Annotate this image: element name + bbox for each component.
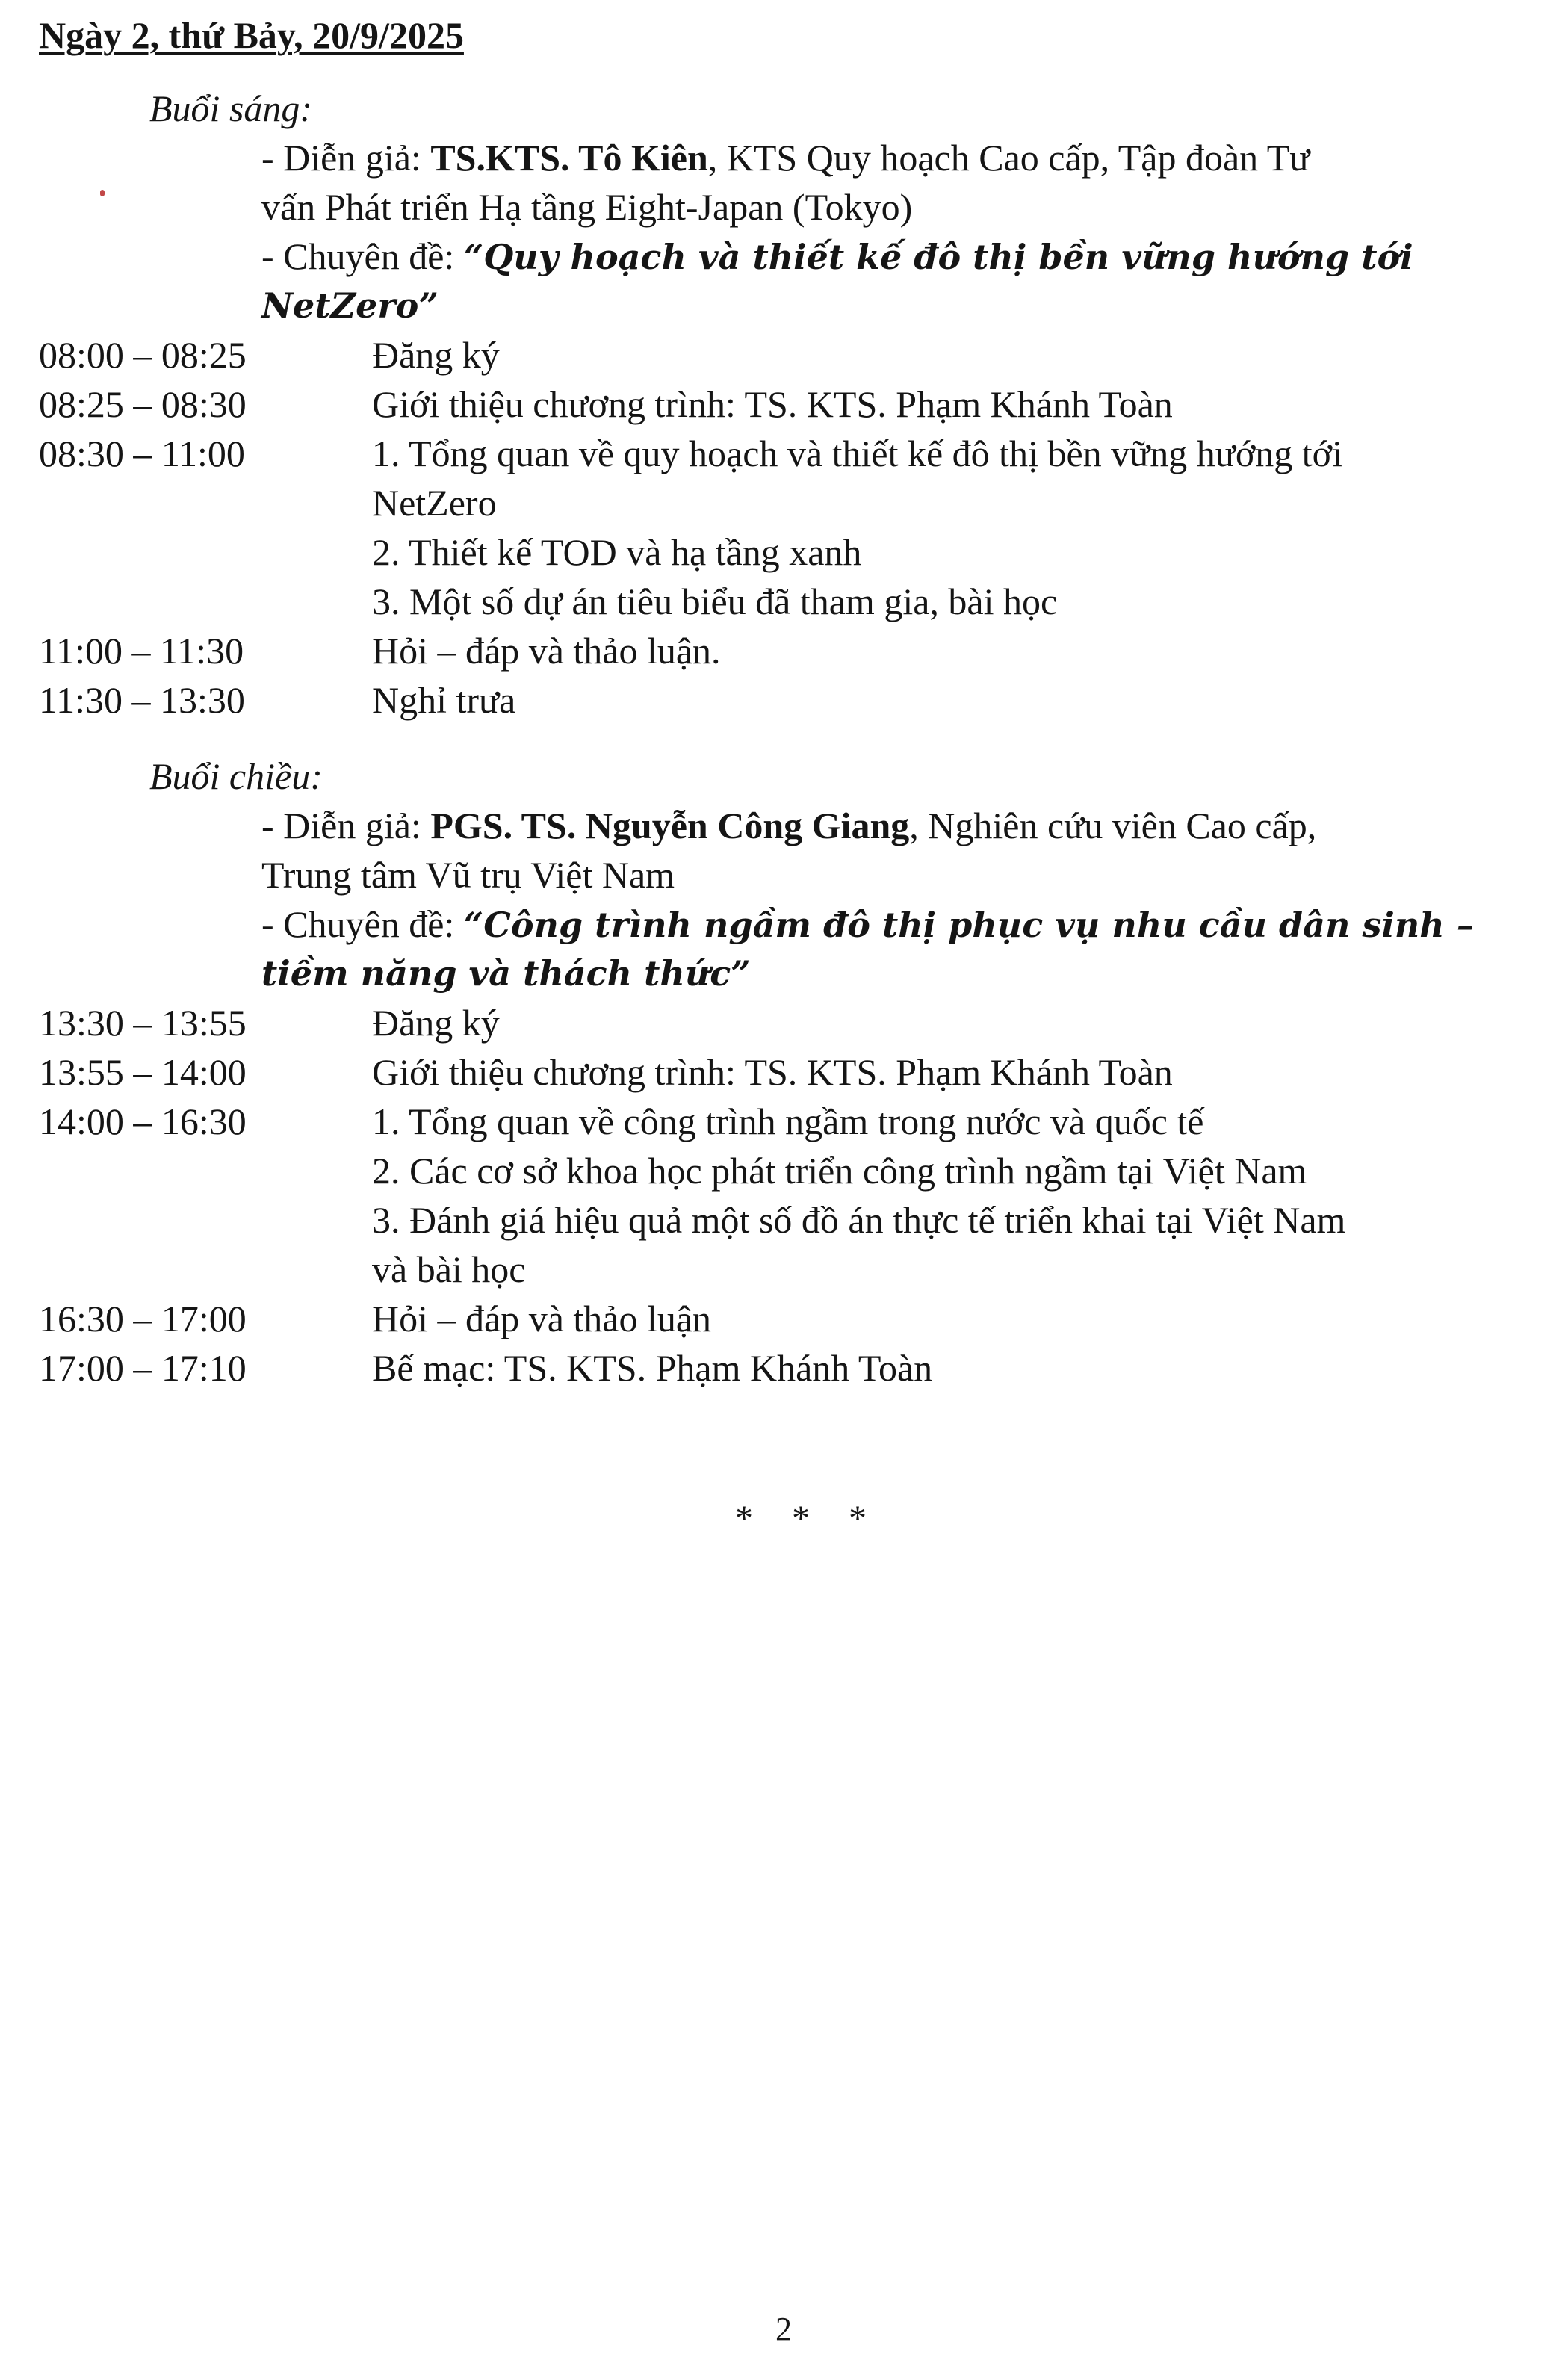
schedule-activity: Giới thiệu chương trình: TS. KTS. Phạm Khánh Toàn [372, 383, 1173, 425]
schedule-time: 08:30 – 11:00 [39, 433, 245, 474]
page-number: 2 [775, 2311, 792, 2347]
morning-topic-prefix: - Chuyên đề: [261, 235, 464, 277]
afternoon-topic-title: “Công trình ngầm đô thị phục vụ nhu cầu dân sinh – [463, 905, 1474, 945]
morning-speaker-prefix: - Diễn giả: [261, 137, 431, 179]
schedule-time: 08:00 – 08:25 [39, 334, 247, 376]
afternoon-speaker-name: PGS. TS. Nguyễn Công Giang [430, 805, 910, 846]
schedule-time: 13:30 – 13:55 [39, 1002, 247, 1044]
schedule-time: 14:00 – 16:30 [39, 1100, 247, 1142]
schedule-time: 11:30 – 13:30 [39, 679, 245, 721]
schedule-time: 08:25 – 08:30 [39, 383, 247, 425]
schedule-activity-cont: NetZero [372, 482, 497, 524]
morning-topic-title-cont: NetZero” [261, 285, 439, 326]
morning-speaker-desc: , KTS Quy hoạch Cao cấp, Tập đoàn Tư [707, 137, 1310, 179]
morning-speaker-line [261, 133, 1310, 182]
schedule-time: 11:00 – 11:30 [39, 630, 244, 672]
morning-speaker-name: TS.KTS. Tô Kiên [430, 137, 708, 179]
afternoon-topic-prefix: - Chuyên đề: [261, 903, 464, 945]
schedule-activity: 1. Tổng quan về quy hoạch và thiết kế đô thị bền vững hướng tới [372, 433, 1342, 474]
schedule-activity-cont: 3. Đánh giá hiệu quả một số đồ án thực tế triển khai tại Việt Nam [372, 1199, 1346, 1241]
schedule-time: 16:30 – 17:00 [39, 1298, 247, 1339]
schedule-activity: Hỏi – đáp và thảo luận. [372, 630, 721, 672]
section-separator: * * * [735, 1499, 881, 1538]
schedule-activity: Nghỉ trưa [372, 679, 516, 721]
afternoon-topic-title-cont: tiềm năng và thách thức” [261, 953, 751, 994]
morning-topic-title: “Quy hoạch và thiết kế đô thị bền vững hướng tới [463, 237, 1413, 277]
schedule-activity: Bế mạc: TS. KTS. Phạm Khánh Toàn [372, 1347, 933, 1389]
morning-session-label: Buổi sáng: [149, 87, 313, 129]
schedule-activity: Đăng ký [372, 1002, 500, 1044]
afternoon-speaker-line [261, 801, 1316, 850]
scan-speck-mark [100, 190, 105, 196]
morning-topic-line [261, 232, 1413, 282]
schedule-time: 17:00 – 17:10 [39, 1347, 247, 1389]
schedule-activity: Giới thiệu chương trình: TS. KTS. Phạm Khánh Toàn [372, 1051, 1173, 1093]
schedule-activity-cont: 3. Một số dự án tiêu biểu đã tham gia, bài học [372, 580, 1058, 622]
afternoon-topic-line [261, 899, 1474, 950]
morning-speaker-org: vấn Phát triển Hạ tầng Eight-Japan (Tokyo) [261, 186, 913, 228]
schedule-activity: Hỏi – đáp và thảo luận [372, 1298, 712, 1339]
schedule-activity-cont: 2. Các cơ sở khoa học phát triển công trình ngầm tại Việt Nam [372, 1150, 1307, 1192]
afternoon-speaker-desc: , Nghiên cứu viên Cao cấp, [909, 805, 1317, 846]
day-title: Ngày 2, thứ Bảy, 20/9/2025 [39, 14, 464, 56]
afternoon-session-label: Buổi chiều: [149, 755, 323, 797]
schedule-activity: Đăng ký [372, 334, 500, 376]
afternoon-speaker-org: Trung tâm Vũ trụ Việt Nam [261, 854, 675, 896]
schedule-activity: 1. Tổng quan về công trình ngầm trong nước và quốc tế [372, 1100, 1204, 1142]
schedule-time: 13:55 – 14:00 [39, 1051, 247, 1093]
schedule-activity-cont: và bài học [372, 1248, 526, 1290]
afternoon-speaker-prefix: - Diễn giả: [261, 805, 431, 846]
schedule-activity-cont: 2. Thiết kế TOD và hạ tầng xanh [372, 531, 862, 573]
